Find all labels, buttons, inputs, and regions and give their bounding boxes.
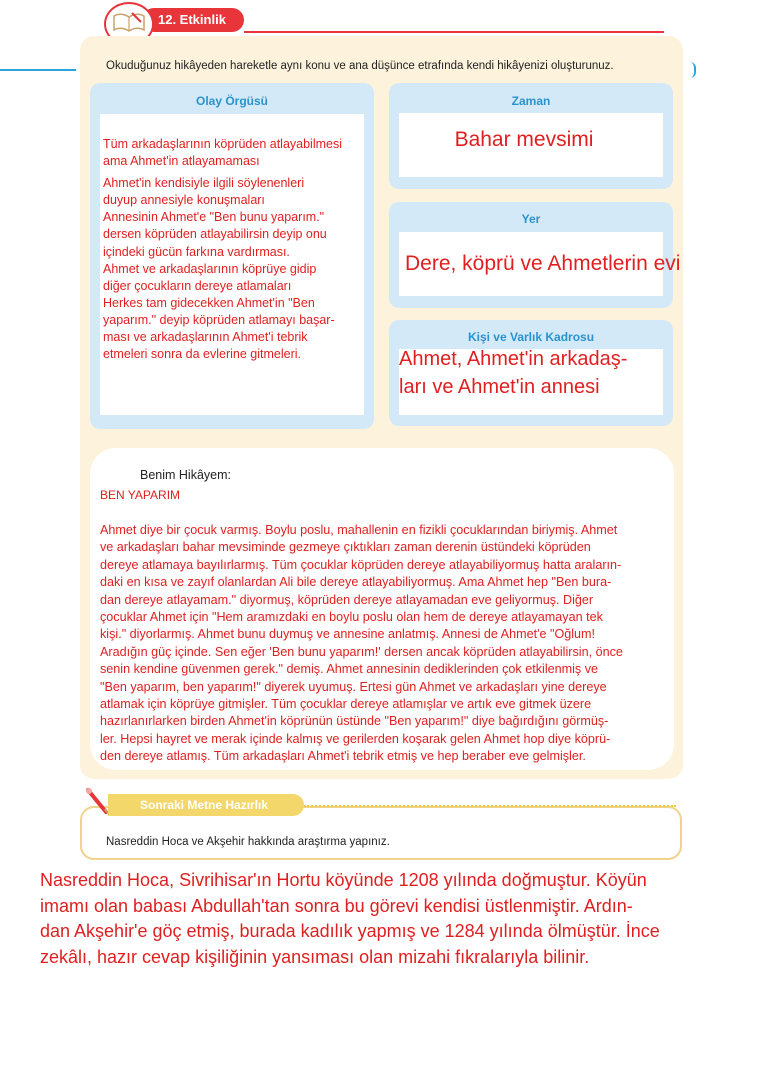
research-answer — [40, 868, 775, 970]
plot-line: yaparım." deyip köprüden atlamayı başar- — [103, 312, 335, 327]
open-book-icon — [112, 10, 146, 34]
plot-line: dersen köprüden atlayabilirsin deyip onu — [103, 227, 327, 242]
time-title: Zaman — [511, 94, 551, 108]
plot-line: ama Ahmet'in atlayamaması — [103, 154, 260, 169]
plot-line: Annesinin Ahmet'e "Ben bunu yaparım." — [103, 210, 325, 225]
place-answer: Dere, köprü ve Ahmetlerin evi — [405, 252, 681, 275]
cast-title: Kişi ve Varlık Kadrosu — [467, 330, 595, 344]
plot-title: Olay Örgüsü — [195, 94, 269, 108]
story-heading: Benim Hikâyem: — [140, 468, 231, 482]
decorative-blue-line — [0, 69, 76, 71]
plot-line: Ahmet ve arkadaşlarının köprüye gidip — [103, 261, 317, 276]
plot-line: Tüm arkadaşlarının köprüden atlayabilmesi — [103, 137, 343, 151]
story-line: Ahmet diye bir çocuk varmış. Boylu poslu, mahallenin en fizikli çocuklarından biriymiş. Ahmet — [100, 523, 618, 537]
dotted-divider — [304, 805, 676, 807]
story-line: hazırlanırlarken birden Ahmet'in köprünün üstünde "Ben yaparım!" diye bağırdığını görmüş- — [100, 714, 609, 729]
cast-line: ları ve Ahmet'in annesi — [399, 376, 600, 398]
plot-line: etmeleri sonra da evlerine gitmeleri. — [103, 347, 302, 362]
activity-instruction: Okuduğunuz hikâyeden hareketle aynı konu ve ana düşünce etrafında kendi hikâyenizi oluşturunuz. — [106, 60, 614, 72]
story-line: çocuklar Ahmet için "Hem aramızdaki en boylu poslu olan hem de dereye atlayamayan tek — [100, 610, 603, 625]
story-line: "Ben yaparım, ben yaparım!" diyerek uyumuş. Ertesi gün Ahmet ve arkadaşları yine dereye — [100, 679, 607, 694]
cast-line: Ahmet, Ahmet'in arkadaş- — [399, 348, 628, 370]
story-line: dereye atlamaya bayılırlarmış. Tüm çocuklar köprüden dereye atlayabiliyormuş hatta araların- — [100, 557, 622, 572]
plot-line: ması ve arkadaşlarının Ahmet'i tebrik — [103, 330, 308, 345]
story-text — [100, 522, 675, 766]
next-text-instruction: Nasreddin Hoca ve Akşehir hakkında araştırma yapınız. — [106, 836, 390, 848]
plot-line: duyup annesiyle konuşmaları — [103, 193, 265, 208]
answer-line: imamı olan babası Abdullah'tan sonra bu görevi kendisi üstlenmiştir. Ardın- — [40, 895, 633, 916]
story-line: ler. Hepsi hayret ve merak içinde kalmış ve gerilerden koşarak gelen Ahmet hop diye köprü- — [100, 731, 611, 746]
plot-line: diğer çocukların dereye atlamaları — [103, 278, 292, 293]
story-line: dan dereye atlayamam." diyormuş, köprüden dereye atlayamadan eve geliyormuş. Diğer — [100, 592, 594, 607]
story-line: kişi." diyorlarmış. Ahmet bunu duymuş ve annesine anlatmış. Annesi de Ahmet'e "Oğlum! — [100, 627, 596, 642]
next-text-tag: Sonraki Metne Hazırlık — [108, 794, 304, 816]
time-answer: Bahar mevsimi — [454, 128, 594, 151]
decorative-blue-bracket — [686, 62, 696, 78]
answer-line: Nasreddin Hoca, Sivrihisar'ın Hortu köyünde 1208 yılında doğmuştur. Köyün — [40, 870, 647, 890]
story-line: ve arkadaşları bahar mevsiminde gezmeye çıktıkları zaman derenin üstündeki köprüden — [100, 540, 591, 555]
story-line: senin kendine güvenmen gerek." demiş. Ahmet annesinin dediklerinden çok etkilenmiş ve — [100, 662, 599, 677]
place-title: Yer — [521, 212, 541, 226]
plot-answer — [103, 136, 371, 363]
story-title: BEN YAPARIM — [100, 488, 181, 502]
activity-label: 12. Etkinlik — [142, 8, 244, 32]
story-line: den dereye atlamış. Tüm arkadaşları Ahmet'i tebrik etmiş ve hep beraber eve gelmişler. — [100, 749, 586, 764]
answer-line: zekâlı, hazır cevap kişiliğinin yansıması olan mizahi fıkralarıyla bilinir. — [40, 946, 590, 967]
story-line: Aradığın güç içinde. Sen eğer 'Ben bunu yaparım!' dersen ancak köprüden atlayabilirsin, önce — [100, 644, 623, 659]
story-line: atlamak için köprüye gitmişler. Tüm çocuklar dereye atlamışlar ve artık eve gitmek üzere — [100, 697, 592, 712]
pencil-icon — [84, 786, 114, 818]
plot-line: içindeki gücün farkına vardırması. — [103, 244, 290, 259]
plot-line: Herkes tam gidecekken Ahmet'in "Ben — [103, 295, 315, 310]
answer-line: dan Akşehir'e göç etmiş, burada kadılık yapmış ve 1284 yılında ölmüştür. İnce — [40, 921, 660, 941]
cast-answer — [399, 345, 627, 401]
plot-line: Ahmet'in kendisiyle ilgili söylenenleri — [103, 176, 305, 191]
story-line: daki en kısa ve zayıf olanlardan Ali bile dereye atlayabiliyormuş. Ama Ahmet hep "Ben bura- — [100, 575, 612, 590]
header-rule — [244, 31, 664, 33]
